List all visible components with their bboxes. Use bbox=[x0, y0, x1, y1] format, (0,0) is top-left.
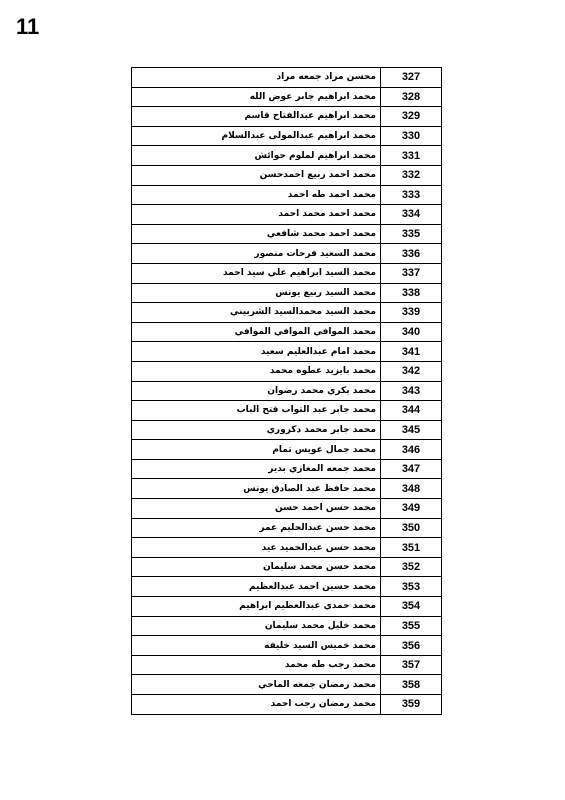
row-name-cell: محمد جابر عبد التواب فتح الباب bbox=[132, 401, 381, 421]
table-row bbox=[132, 126, 442, 146]
table-row bbox=[132, 636, 442, 656]
table-row bbox=[132, 479, 442, 499]
row-name-cell: محمد بايزيد عطوه محمد bbox=[132, 361, 381, 381]
row-number-cell: 351 bbox=[381, 538, 442, 558]
table-row bbox=[132, 597, 442, 617]
row-name-cell: محمد السعيد فرحات منصور bbox=[132, 244, 381, 264]
table-row bbox=[132, 68, 442, 88]
row-name-cell: محمد جابر محمد دكروري bbox=[132, 420, 381, 440]
row-name-cell: محمد احمد محمد احمد bbox=[132, 205, 381, 225]
row-name-cell: محمد احمد ربيع احمدحسن bbox=[132, 165, 381, 185]
row-number-cell: 353 bbox=[381, 577, 442, 597]
row-name-cell: محمد حسن عبدالحليم عمر bbox=[132, 518, 381, 538]
row-number-cell: 355 bbox=[381, 616, 442, 636]
row-number-cell: 328 bbox=[381, 87, 442, 107]
row-number-cell: 334 bbox=[381, 205, 442, 225]
row-number-cell: 345 bbox=[381, 420, 442, 440]
table-row bbox=[132, 675, 442, 695]
row-name-cell: محمد احمد محمد شافعي bbox=[132, 224, 381, 244]
row-name-cell: محمد رمضان رجب احمد bbox=[132, 695, 381, 715]
row-number-cell: 358 bbox=[381, 675, 442, 695]
row-number-cell: 342 bbox=[381, 361, 442, 381]
table-row bbox=[132, 342, 442, 362]
table-row bbox=[132, 440, 442, 460]
row-number-cell: 329 bbox=[381, 107, 442, 127]
row-name-cell: محمد رجب طه محمد bbox=[132, 655, 381, 675]
table-row bbox=[132, 165, 442, 185]
row-number-cell: 359 bbox=[381, 695, 442, 715]
row-name-cell: محمد رمضان جمعه الماحي bbox=[132, 675, 381, 695]
row-name-cell: محمد حسن محمد سليمان bbox=[132, 557, 381, 577]
row-name-cell: محمد ابراهيم عبدالفتاح قاسم bbox=[132, 107, 381, 127]
row-name-cell: محمد حسين احمد عبدالعظيم bbox=[132, 577, 381, 597]
row-number-cell: 348 bbox=[381, 479, 442, 499]
table-row bbox=[132, 381, 442, 401]
row-name-cell: محمد السيد ابراهيم علي سيد احمد bbox=[132, 263, 381, 283]
row-name-cell: محمد حسن احمد حسن bbox=[132, 499, 381, 519]
row-number-cell: 332 bbox=[381, 165, 442, 185]
table-row bbox=[132, 263, 442, 283]
row-name-cell: محمد الموافي الموافي الموافي bbox=[132, 322, 381, 342]
names-table bbox=[131, 67, 442, 715]
row-number-cell: 338 bbox=[381, 283, 442, 303]
row-name-cell: محمد خميس السيد خليفه bbox=[132, 636, 381, 656]
table-row bbox=[132, 616, 442, 636]
row-number-cell: 339 bbox=[381, 303, 442, 323]
row-number-cell: 341 bbox=[381, 342, 442, 362]
row-number-cell: 346 bbox=[381, 440, 442, 460]
row-name-cell: محمد ابراهيم لملوم حوائش bbox=[132, 146, 381, 166]
row-name-cell: محمد جمال عويس تمام bbox=[132, 440, 381, 460]
row-name-cell: محمد خليل محمد سليمان bbox=[132, 616, 381, 636]
row-number-cell: 347 bbox=[381, 459, 442, 479]
row-number-cell: 356 bbox=[381, 636, 442, 656]
row-name-cell: محمد ابراهيم عبدالمولى عبدالسلام bbox=[132, 126, 381, 146]
row-name-cell: محمد جمعه المغازي بدير bbox=[132, 459, 381, 479]
table-row bbox=[132, 322, 442, 342]
table-row bbox=[132, 557, 442, 577]
table-row bbox=[132, 401, 442, 421]
row-name-cell: محمد بكري محمد رضوان bbox=[132, 381, 381, 401]
table-row bbox=[132, 518, 442, 538]
row-number-cell: 344 bbox=[381, 401, 442, 421]
row-number-cell: 349 bbox=[381, 499, 442, 519]
row-name-cell: محمد حافظ عبد الصادق يونس bbox=[132, 479, 381, 499]
table-row bbox=[132, 205, 442, 225]
row-name-cell: محمد حسن عبدالحميد عيد bbox=[132, 538, 381, 558]
row-name-cell: محسن مراد جمعه مراد bbox=[132, 68, 381, 88]
table-row bbox=[132, 361, 442, 381]
row-number-cell: 354 bbox=[381, 597, 442, 617]
row-number-cell: 337 bbox=[381, 263, 442, 283]
page-number: 11 bbox=[16, 14, 40, 39]
row-number-cell: 333 bbox=[381, 185, 442, 205]
row-name-cell: محمد السيد ربيع يونس bbox=[132, 283, 381, 303]
table-row bbox=[132, 283, 442, 303]
row-name-cell: محمد السيد محمدالسيد الشربيني bbox=[132, 303, 381, 323]
table-row bbox=[132, 577, 442, 597]
table-body bbox=[132, 68, 442, 715]
table-row bbox=[132, 224, 442, 244]
row-name-cell: محمد ابراهيم جابر عوض الله bbox=[132, 87, 381, 107]
table-row bbox=[132, 695, 442, 715]
row-number-cell: 340 bbox=[381, 322, 442, 342]
row-name-cell: محمد امام عبدالعليم سعيد bbox=[132, 342, 381, 362]
row-number-cell: 336 bbox=[381, 244, 442, 264]
row-number-cell: 352 bbox=[381, 557, 442, 577]
table-row bbox=[132, 303, 442, 323]
table-row bbox=[132, 244, 442, 264]
table-row bbox=[132, 87, 442, 107]
table-row bbox=[132, 420, 442, 440]
row-number-cell: 343 bbox=[381, 381, 442, 401]
row-number-cell: 357 bbox=[381, 655, 442, 675]
table-row bbox=[132, 655, 442, 675]
row-number-cell: 335 bbox=[381, 224, 442, 244]
table-row bbox=[132, 538, 442, 558]
table-row bbox=[132, 185, 442, 205]
table-row bbox=[132, 499, 442, 519]
table-row bbox=[132, 107, 442, 127]
row-number-cell: 350 bbox=[381, 518, 442, 538]
table-row bbox=[132, 146, 442, 166]
table-row bbox=[132, 459, 442, 479]
row-number-cell: 327 bbox=[381, 68, 442, 88]
row-name-cell: محمد احمد طه احمد bbox=[132, 185, 381, 205]
row-number-cell: 330 bbox=[381, 126, 442, 146]
row-number-cell: 331 bbox=[381, 146, 442, 166]
row-name-cell: محمد حمدي عبدالعظيم ابراهيم bbox=[132, 597, 381, 617]
